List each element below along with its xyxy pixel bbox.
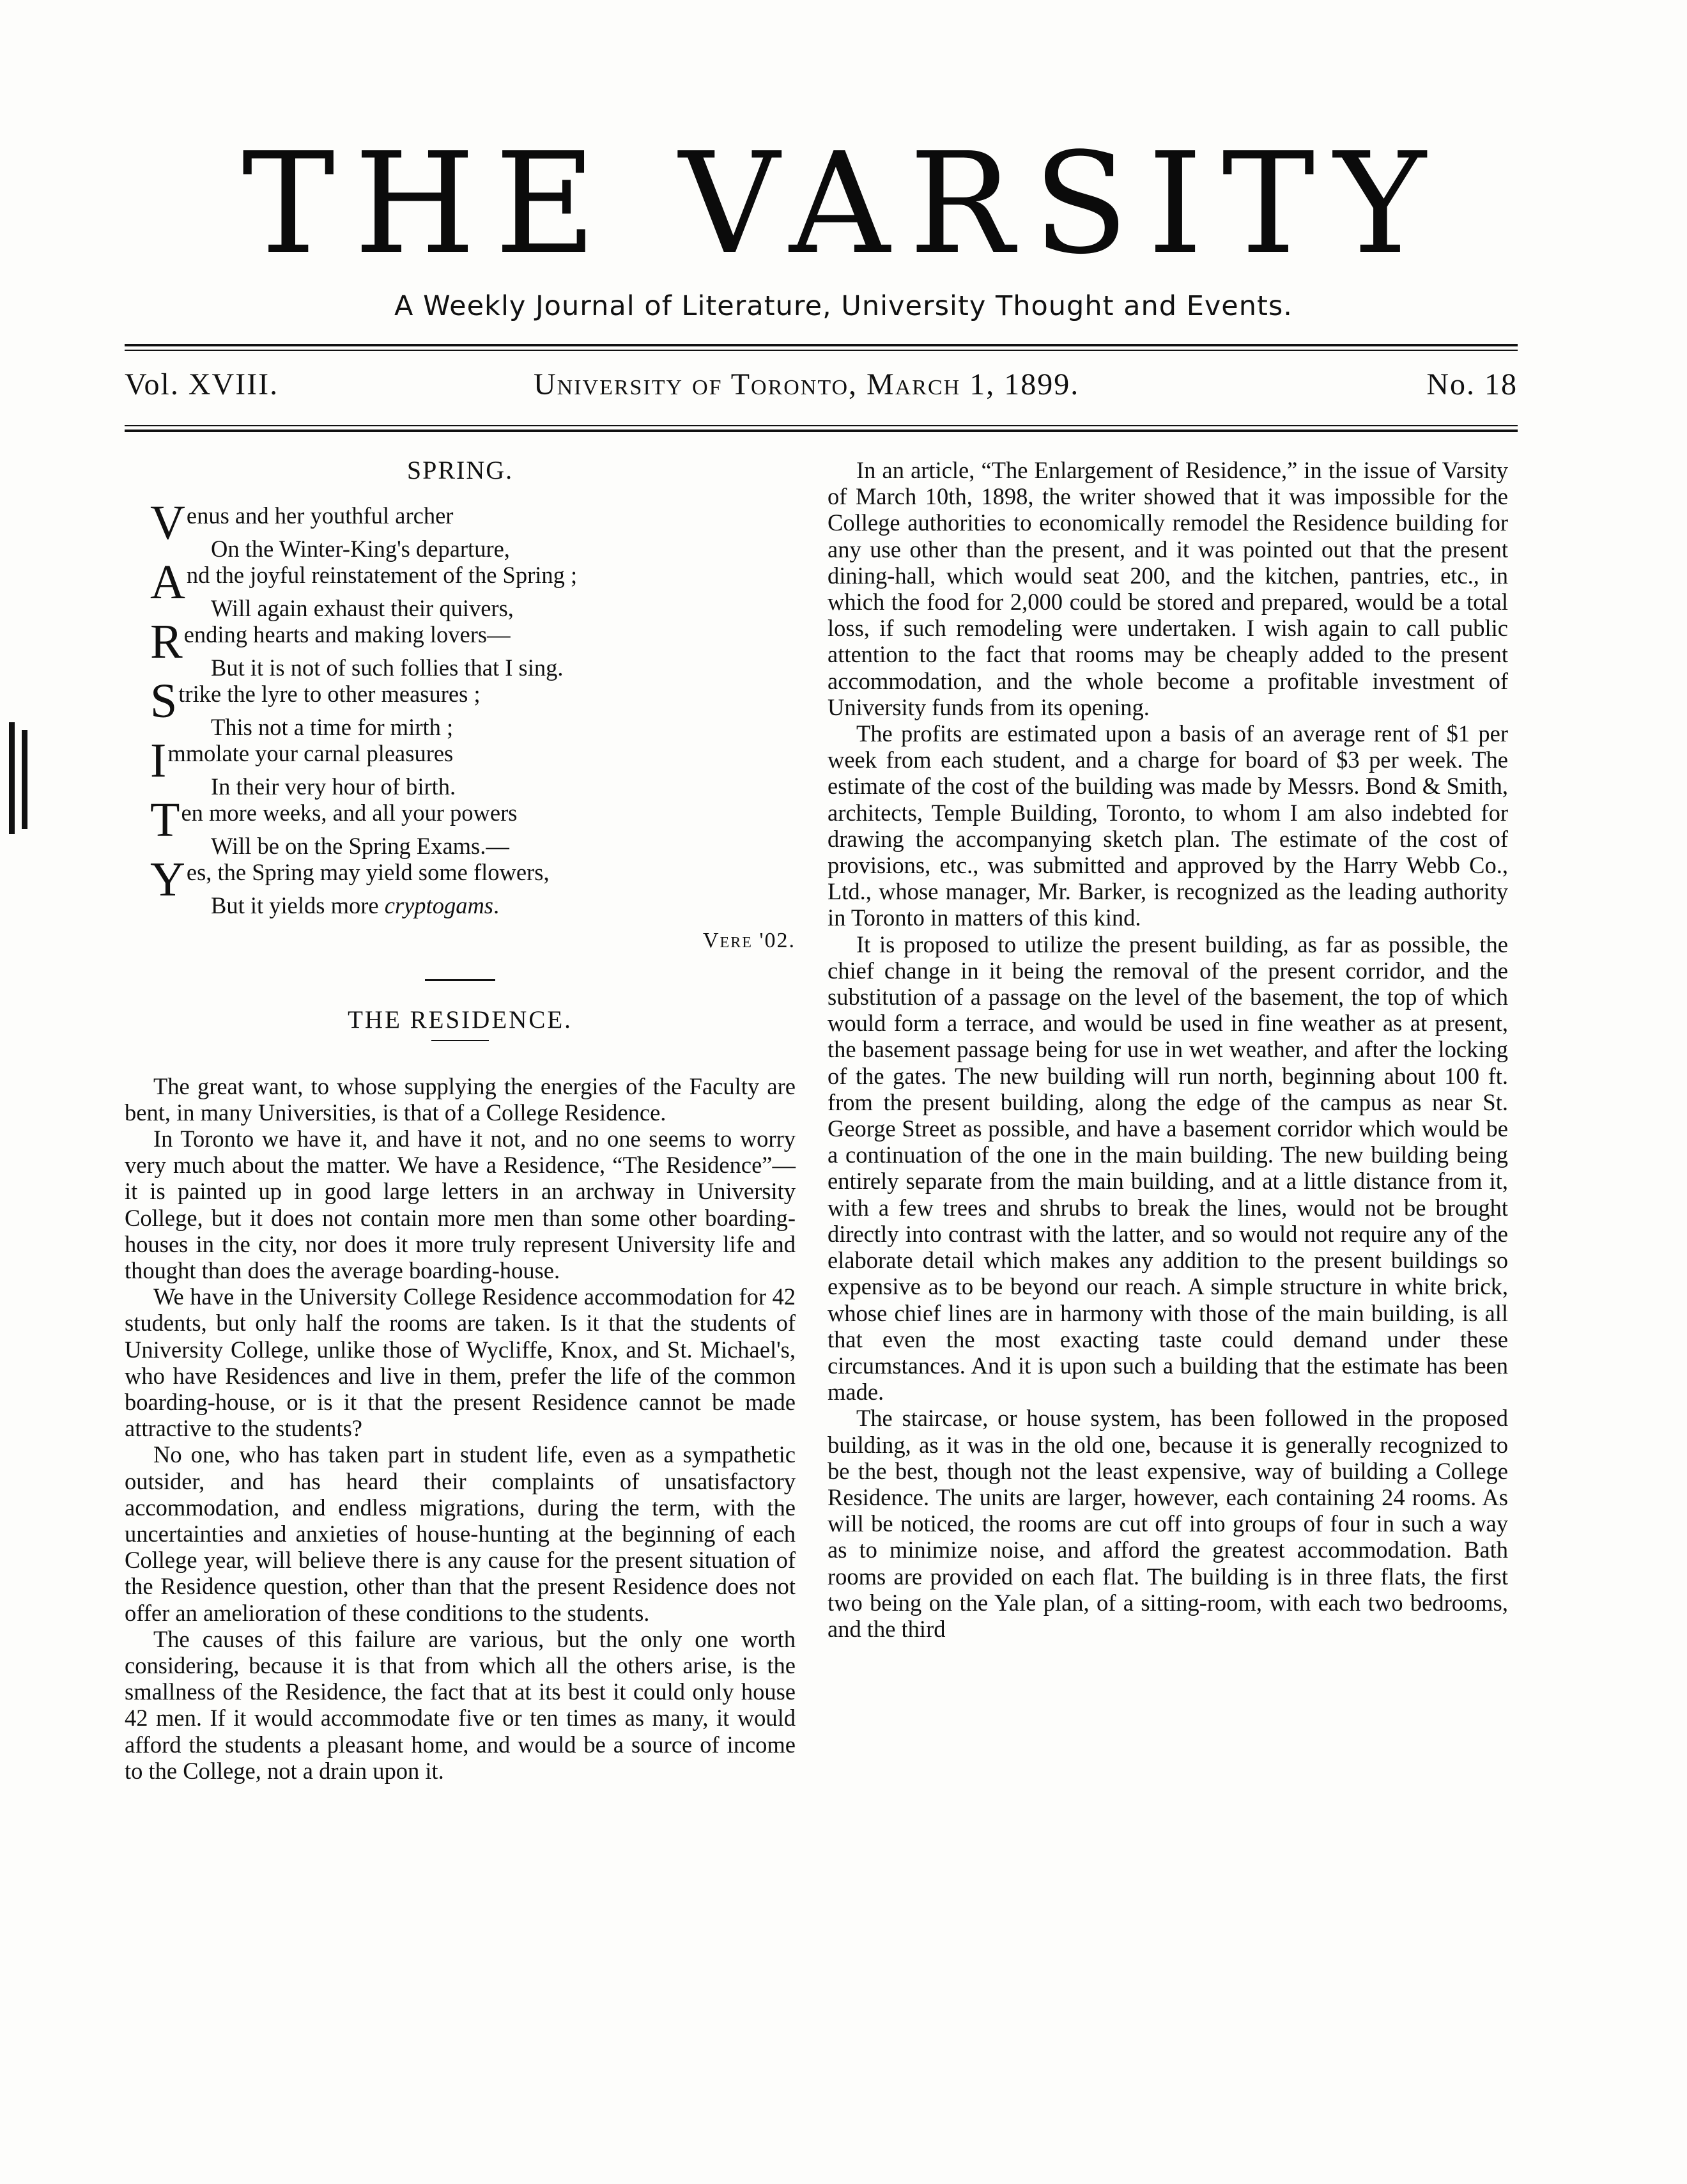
poem-line xyxy=(150,714,796,740)
left-column xyxy=(125,457,796,1784)
poem xyxy=(150,496,796,919)
article-paragraph: In Toronto we have it, and have it not, and no one seems to worry very much about the matter. We have a Residence, “The Residence”—it is painted up in good large letters in an archway in University College, but it does not contain more men than some other boarding-houses in the city, nor does it more truly represent University life and thought than does the average boarding-house. xyxy=(125,1126,796,1284)
section-divider xyxy=(425,979,495,981)
poem-line xyxy=(150,892,796,918)
article-paragraph: No one, who has taken part in student life, even as a sympathetic outsider, and has heard their complaints of unsatisfactory accommodation, and endless migrations, during the term, with the uncertainties and anxieties of house-hunting at the beginning of each College year, will believe there is any cause for the present situation of the Residence question, other than that the present Residence does not offer an amelioration of these conditions to the students. xyxy=(125,1441,796,1626)
header-rule-bottom xyxy=(125,430,1518,432)
poem-initial: Y xyxy=(150,853,185,907)
poem-heading: SPRING. xyxy=(406,456,514,484)
poem-line xyxy=(150,773,796,800)
poem-initial: T xyxy=(150,793,180,848)
poem-line-text: Will again exhaust their quivers, xyxy=(211,595,514,622)
header-rule-bottom-thin xyxy=(125,425,1518,426)
poem-initial: I xyxy=(150,734,167,788)
issue-line xyxy=(125,358,1518,415)
article-heading: THE RESIDENCE. xyxy=(348,1006,573,1034)
poem-line-text: Will be on the Spring Exams.— xyxy=(211,833,509,860)
poem-line xyxy=(150,833,796,859)
newspaper-subtitle: A Weekly Journal of Literature, University Thought and Events. xyxy=(394,290,1293,322)
poem-initial: V xyxy=(150,496,185,550)
volume-label: Vol. XVIII. xyxy=(125,368,279,401)
place-date: University of Toronto, March 1, 1899. xyxy=(534,368,1080,401)
poem-initial: A xyxy=(150,555,185,610)
poem-line-text: But it yields more cryptogams. xyxy=(211,892,500,919)
heading-underline xyxy=(431,1040,489,1041)
header-rule-top-thin xyxy=(125,350,1518,351)
right-column xyxy=(828,457,1508,1642)
poem-initial: R xyxy=(150,615,183,669)
article-left-text xyxy=(125,1073,796,1784)
article-paragraph: In an article, “The Enlargement of Residence,” in the issue of Varsity of March 10th, 1898, the writer showed that it was impossible for the College authorities to economically remodel the Residence building for any use other than the present, and it was pointed out that the present dining-hall, which would seat 200, and the kitchen, pantries, etc., in which the food for 2,000 could be stored and prepared, would be a total loss, if such remodeling were undertaken. I wish again to call public attention to the fact that rooms may be cheaply added to the present accommodation, and the whole become a profitable investment of University funds from its opening. xyxy=(828,457,1508,720)
poem-initial: S xyxy=(150,674,178,729)
masthead xyxy=(121,123,1566,322)
poem-line xyxy=(150,536,796,562)
poem-line-text: enus and her youthful archer xyxy=(186,502,454,529)
poem-line-text: But it is not of such follies that I sing. xyxy=(211,654,564,681)
poem-line-text: nd the joyful reinstatement of the Spring ; xyxy=(186,562,578,589)
poem-line-text: ending hearts and making lovers— xyxy=(183,621,511,648)
issue-number: No. 18 xyxy=(1426,368,1518,401)
poem-line-text: es, the Spring may yield some flowers, xyxy=(186,859,550,886)
poem-line xyxy=(150,654,796,681)
article-paragraph: It is proposed to utilize the present building, as far as possible, the chief change in it being the removal of the present corridor, and the substitution of a passage on the level of the basement, the top of which would form a terrace, and would be used in fine weather as at present, the basement passage being for use in wet weather, and after the locking of the gates. The new building will run north, beginning about 100 ft. from the present building, along the edge of the campus as near St. George Street as possible, and have a basement corridor which would be a continuation of the one in the main building. The new building being entirely separate from the main building, and at a little distance from it, with a few trees and shrubs to break the lines, would not be brought directly into contrast with the latter, and so would not require any of the elaborate detail which makes any addition to the present buildings so expensive as to be beyond our reach. A simple structure in white brick, whose chief lines are in harmony with those of the main building, is all that even the most exacting taste could demand under these circumstances. And it is upon such a building that the estimate has been made. xyxy=(828,931,1508,1406)
article-paragraph: We have in the University College Residence accommodation for 42 students, but only half the rooms are taken. Is it that the students of University College, unlike those of Wycliffe, Knox, and St. Michael's, who have Residences and live in them, prefer the life of the common boarding-house, or is it that the present Residence cannot be made attractive to the students? xyxy=(125,1283,796,1442)
header-rule-top xyxy=(125,344,1518,346)
poem-line-text: trike the lyre to other measures ; xyxy=(178,681,481,708)
poem-line-text: In their very hour of birth. xyxy=(211,773,456,800)
margin-bracket-mark xyxy=(6,722,32,834)
poem-line-text: This not a time for mirth ; xyxy=(211,714,454,741)
article-right-text xyxy=(828,457,1508,1642)
poem-line xyxy=(150,595,796,621)
article-paragraph: The great want, to whose supplying the energies of the Faculty are bent, in many Universities, is that of a College Residence. xyxy=(125,1073,796,1126)
article-paragraph: The staircase, or house system, has been followed in the proposed building, as it was in the old one, because it is generally recognized to be the best, though not the least expensive, way of building a College Residence. The units are larger, however, each containing 24 rooms. As will be noticed, the rooms are cut off into groups of four in such a way as to minimize noise, and afford the greatest accommodation. Bath rooms are provided on each flat. The building is in three flats, the first two being on the Yale plan, of a sitting-room, with each two bedrooms, and the third xyxy=(828,1405,1508,1642)
poem-line-text: en more weeks, and all your powers xyxy=(181,800,518,826)
poem-signature: Vere '02. xyxy=(702,929,796,953)
poem-line-text: mmolate your carnal pleasures xyxy=(167,740,454,767)
article-paragraph: The profits are estimated upon a basis of an average rent of $1 per week from each student, and a charge for board of $3 per week. The estimate of the cost of the building was made by Messrs. Bond & Smith, architects, Temple Building, Toronto, to whom I am also indebted for drawing the accompanying sketch plan. The estimate of the cost of provisions, etc., was submitted and approved by the Harry Webb Co., Ltd., whose manager, Mr. Barker, is recognized as the leading authority in Toronto in matters of this kind. xyxy=(828,720,1508,931)
newspaper-title: THE VARSITY xyxy=(242,123,1445,285)
article-paragraph: The causes of this failure are various, but the only one worth considering, because it is that from which all the others arise, is the smallness of the Residence, the fact that at its best it could only house 42 men. If it would accommodate five or ten times as many, it would afford the students a pleasant home, and would be a source of income to the College, not a drain upon it. xyxy=(125,1625,796,1784)
poem-line-text: On the Winter-King's departure, xyxy=(211,536,510,562)
